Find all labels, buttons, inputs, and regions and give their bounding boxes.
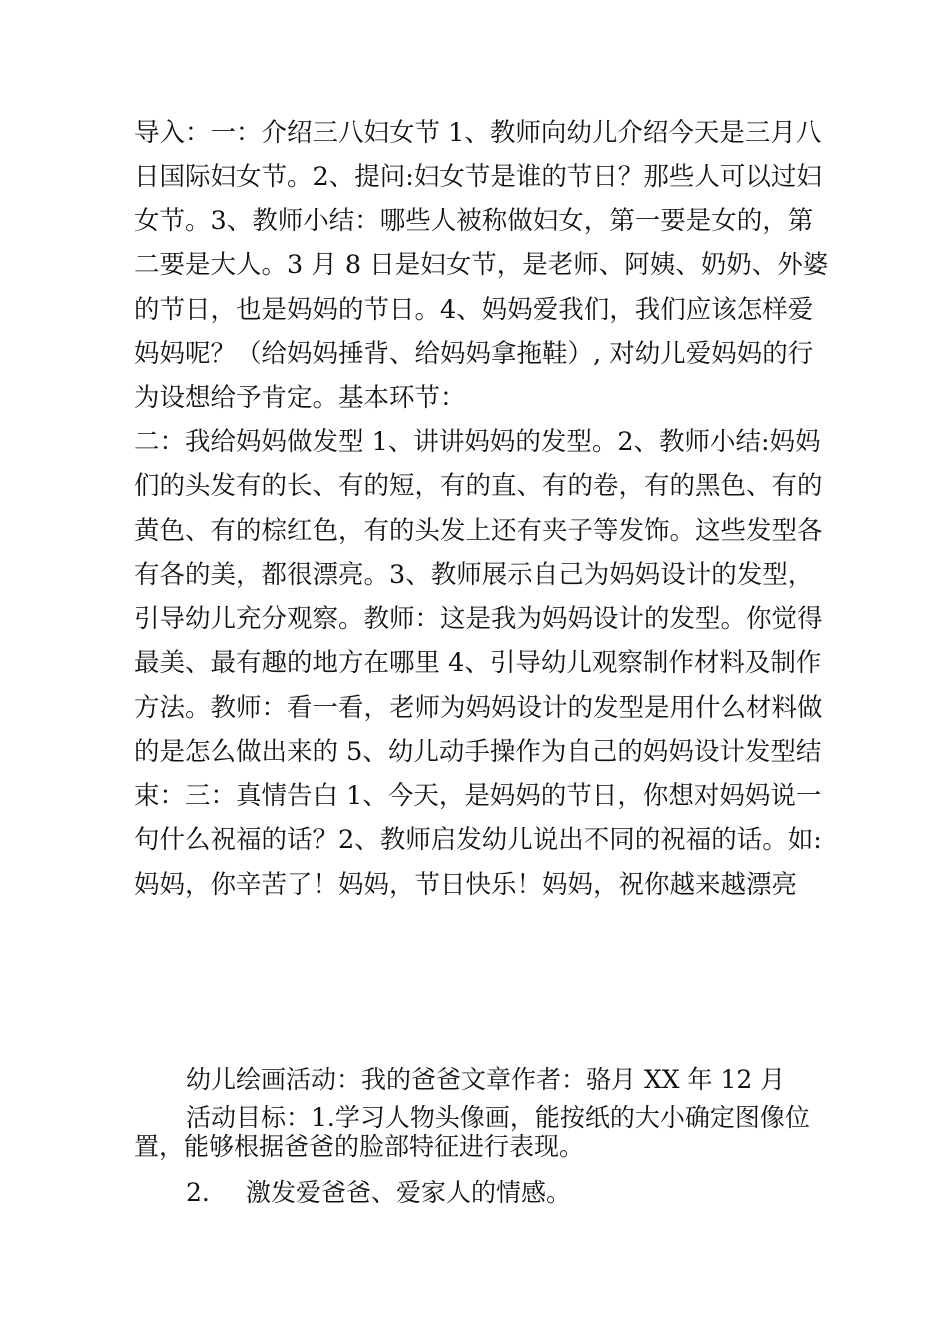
- paragraph-line: 的节日，也是妈妈的节日。4、妈妈爱我们，我们应该怎样爱: [134, 295, 814, 325]
- activity-title: 幼儿绘画活动：我的爸爸文章作者：骆月 XX 年 12 月: [186, 1065, 786, 1094]
- paragraph-line: 句什么祝福的话？2、教师启发幼儿说出不同的祝福的话。如:: [134, 825, 822, 855]
- paragraph-line: 的是怎么做出来的 5、幼儿动手操作为自己的妈妈设计发型结: [134, 737, 822, 767]
- paragraph-line: 方法。教师：看一看，老师为妈妈设计的发型是用什么材料做: [134, 693, 823, 723]
- paragraph-line: 为设想给予肯定。基本环节：: [134, 383, 466, 413]
- paragraph-line: 二：我给妈妈做发型 1、讲讲妈妈的发型。2、教师小结:妈妈: [134, 427, 821, 457]
- paragraph-line: 妈妈呢？（给妈妈捶背、给妈妈拿拖鞋）, 对幼儿爱妈妈的行: [134, 339, 814, 369]
- activity-goal-1-line-2: 置，能够根据爸爸的脸部特征进行表现。: [134, 1132, 585, 1161]
- paragraph-line: 最美、最有趣的地方在哪里 4、引导幼儿观察制作材料及制作: [134, 648, 822, 678]
- activity-goal-2-number: 2.: [186, 1178, 210, 1207]
- activity-goal-2-text: 激发爱爸爸、爱家人的情感。: [246, 1178, 572, 1207]
- paragraph-line: 引导幼儿充分观察。教师：这是我为妈妈设计的发型。你觉得: [134, 604, 823, 634]
- paragraph-line: 束：三：真情告白 1、今天，是妈妈的节日，你想对妈妈说一: [134, 781, 822, 811]
- paragraph-line: 有各的美，都很漂亮。3、教师展示自己为妈妈设计的发型，: [134, 560, 814, 590]
- paragraph-line: 导入：一：介绍三八妇女节 1、教师向幼儿介绍今天是三月八: [134, 118, 822, 148]
- paragraph-line: 二要是大人。3 月 8 日是妇女节，是老师、阿姨、奶奶、外婆: [134, 250, 829, 280]
- paragraph-line: 妈妈，你辛苦了！妈妈，节日快乐！妈妈，祝你越来越漂亮: [134, 870, 798, 900]
- paragraph-line: 们的头发有的长、有的短，有的直、有的卷，有的黑色、有的: [134, 471, 823, 501]
- paragraph-line: 日国际妇女节。2、提问:妇女节是谁的节日？那些人可以过妇: [134, 162, 822, 192]
- paragraph-line: 黄色、有的棕红色，有的头发上还有夹子等发饰。这些发型各: [134, 516, 823, 546]
- activity-goal-1-line-1: 活动目标：1.学习人物头像画，能按纸的大小确定图像位: [186, 1103, 810, 1132]
- paragraph-line: 女节。3、教师小结：哪些人被称做妇女，第一要是女的，第: [134, 206, 814, 236]
